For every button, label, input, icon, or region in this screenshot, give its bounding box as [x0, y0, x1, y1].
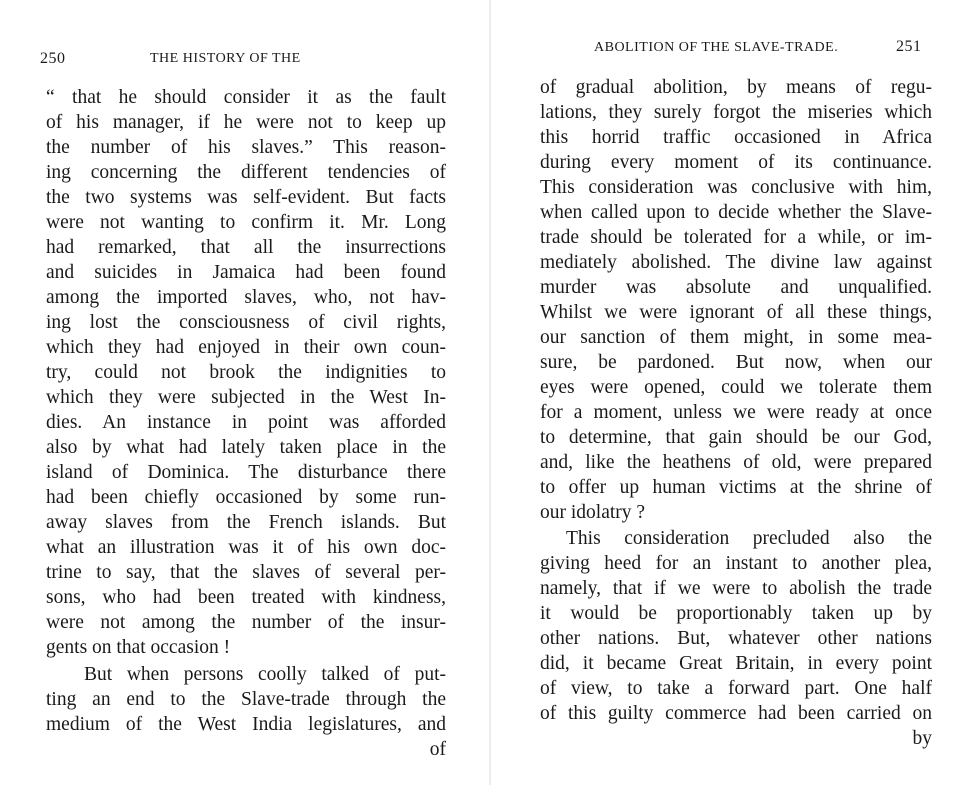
text-line: mediately abolished. The divine law against	[540, 252, 932, 273]
text-line: which they were subjected in the West In-	[46, 387, 446, 408]
text-line: of his manager, if he were not to keep up	[46, 112, 446, 133]
text-line: island of Dominica. The disturbance there	[46, 462, 446, 483]
text-line: this horrid traffic occasioned in Africa	[540, 127, 932, 148]
text-line: what an illustration was it of his own doc-	[46, 537, 446, 558]
left-page-number: 250	[40, 50, 66, 67]
text-line: and, like the heathens of old, were prepared	[540, 452, 932, 473]
left-running-head: THE HISTORY OF THE	[150, 51, 301, 66]
text-line: sons, who had been treated with kindness,	[46, 587, 446, 608]
text-line: to offer up human victims at the shrine of	[540, 477, 932, 498]
text-line: had been chiefly occasioned by some run-	[46, 487, 446, 508]
text-line: But when persons coolly talked of put-	[84, 664, 446, 685]
text-line: also by what had lately taken place in the	[46, 437, 446, 458]
text-line: This consideration was conclusive with him,	[540, 177, 932, 198]
text-line: “ that he should consider it as the fault	[46, 87, 446, 108]
text-line: the number of his slaves.” This reason-	[46, 137, 446, 158]
text-line: murder was absolute and unqualified.	[540, 277, 932, 298]
catchword: of	[429, 739, 446, 760]
text-line: trine to say, that the slaves of several per-	[46, 562, 446, 583]
catchword: by	[912, 728, 932, 749]
right-running-head: ABOLITION OF THE SLAVE-TRADE.	[594, 40, 839, 55]
text-line: gents on that occasion !	[46, 637, 231, 658]
text-line: which they had enjoyed in their own coun-	[46, 337, 446, 358]
book-gutter	[489, 0, 491, 785]
text-line: were not among the number of the insur-	[46, 612, 446, 633]
text-line: medium of the West India legislatures, and	[46, 714, 446, 735]
text-line: namely, that if we were to abolish the trade	[540, 578, 932, 599]
text-line: when called upon to decide whether the Slave-	[540, 202, 932, 223]
text-line: of this guilty commerce had been carried on	[540, 703, 932, 724]
text-line: dies. An instance in point was afforded	[46, 412, 446, 433]
text-line: eyes were opened, could we tolerate them	[540, 377, 932, 398]
text-line: our idolatry ?	[540, 502, 646, 523]
text-line: of view, to take a forward part. One half	[540, 678, 932, 699]
text-line: among the imported slaves, who, not hav-	[46, 287, 446, 308]
text-line: did, it became Great Britain, in every point	[540, 653, 932, 674]
text-line: sure, be pardoned. But now, when our	[540, 352, 932, 373]
text-line: of gradual abolition, by means of regu-	[540, 77, 932, 98]
text-line: giving heed for an instant to another plea,	[540, 553, 932, 574]
text-line: try, could not brook the indignities to	[46, 362, 446, 383]
text-line: other nations. But, whatever other nations	[540, 628, 932, 649]
text-line: trade should be tolerated for a while, or im-	[540, 227, 932, 248]
text-line: away slaves from the French islands. But	[46, 512, 446, 533]
text-line: ting an end to the Slave-trade through the	[46, 689, 446, 710]
right-page-number: 251	[896, 38, 922, 55]
text-line: ing concerning the different tendencies of	[46, 162, 446, 183]
text-line: and suicides in Jamaica had been found	[46, 262, 446, 283]
text-line: during every moment of its continuance.	[540, 152, 932, 173]
text-line: This consideration precluded also the	[566, 528, 932, 549]
text-line: for a moment, unless we were ready at once	[540, 402, 932, 423]
text-line: our sanction of them might, in some mea-	[540, 327, 932, 348]
text-line: it would be proportionably taken up by	[540, 603, 932, 624]
text-line: ing lost the consciousness of civil rights,	[46, 312, 446, 333]
text-line: Whilst we were ignorant of all these things,	[540, 302, 932, 323]
text-line: to determine, that gain should be our God,	[540, 427, 932, 448]
text-line: the two systems was self-evident. But facts	[46, 187, 446, 208]
text-line: lations, they surely forgot the miseries which	[540, 102, 932, 123]
text-line: were not wanting to confirm it. Mr. Long	[46, 212, 446, 233]
text-line: had remarked, that all the insurrections	[46, 237, 446, 258]
